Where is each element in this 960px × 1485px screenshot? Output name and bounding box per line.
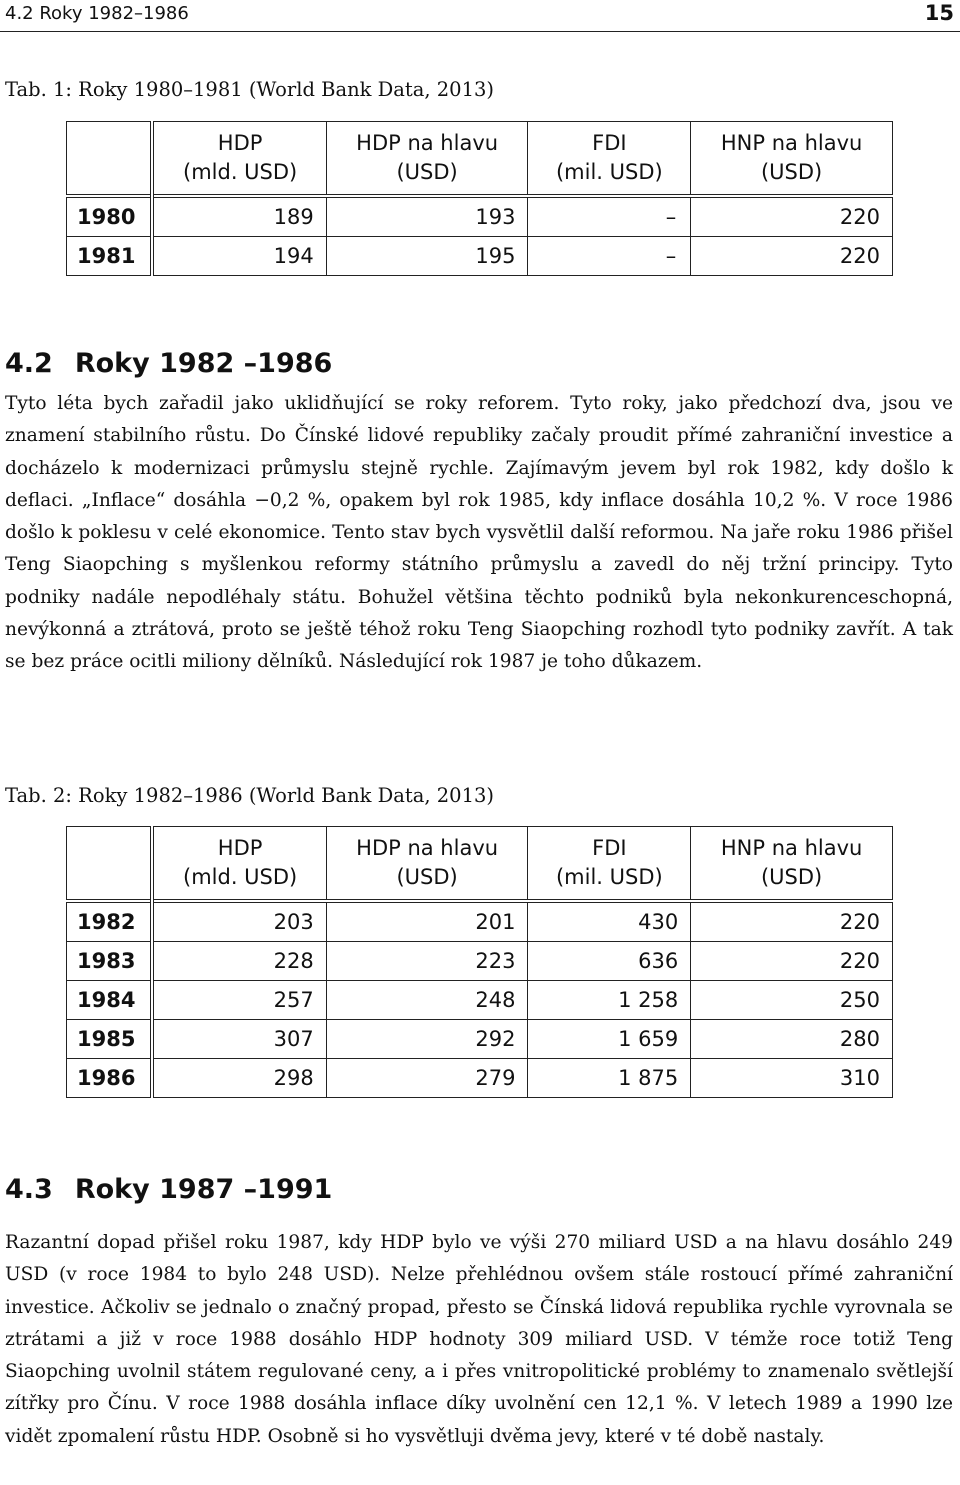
hdp-cell: 189 xyxy=(152,196,326,237)
section-number: 4.3 xyxy=(5,1174,53,1205)
table-row xyxy=(67,1020,893,1059)
hdp-per-capita-cell: 195 xyxy=(326,237,528,276)
table-row xyxy=(67,942,893,981)
year-cell: 1985 xyxy=(67,1020,153,1059)
table-row xyxy=(67,981,893,1020)
section-4-2-paragraph: Tyto léta bych zařadil jako uklidňující se roky reforem. Tyto roky, jako předchozí dva, jsou ve znamení stabilního růstu. Do Čínské lidové republiky začaly proudit přímé zahraniční investice a docházelo k modernizaci průmyslu stejně rychle. Zajímavým jevem byl rok 1982, kdy došlo k deflaci. „Inflace“ dosáhla −0,2 %, opakem byl rok 1985, kdy inflace dosáhla 10,2 %. V roce 1986 došlo k poklesu v celé ekonomice. Tento stav bych vysvětlil další reformou. Na jaře roku 1986 přišel Teng Siaopching s myšlenkou reformy státního průmyslu a zavedl do něj tržní principy. Tyto podniky nadále nepodléhaly státu. Bohužel většina těchto podniků byla nekonkurenceschopná, nevýkonná a ztrátová, proto se ještě téhož roku Teng Siaopching rozhodl tyto podniky zavřít. A tak se bez práce ocitli miliony dělníků. Následující rok 1987 je toho důkazem. xyxy=(5,393,953,673)
hdp-per-capita-cell: 279 xyxy=(326,1059,528,1098)
table-row xyxy=(67,237,893,276)
hnp-per-capita-cell: 310 xyxy=(691,1059,893,1098)
table2-header-hdp-per-capita: HDP na hlavu (USD) xyxy=(326,827,528,902)
table2-caption: Tab. 2: Roky 1982–1986 (World Bank Data, 2013) xyxy=(5,784,495,807)
year-cell: 1986 xyxy=(67,1059,153,1098)
hdp-per-capita-cell: 193 xyxy=(326,196,528,237)
year-cell: 1983 xyxy=(67,942,153,981)
table2-corner-cell xyxy=(67,827,153,902)
table2-header-row xyxy=(67,827,893,902)
hdp-cell: 298 xyxy=(152,1059,326,1098)
hnp-per-capita-cell: 220 xyxy=(691,196,893,237)
running-header-section: 4.2 Roky 1982–1986 xyxy=(5,3,189,24)
hdp-per-capita-cell: 223 xyxy=(326,942,528,981)
table1-header-hnp-per-capita: HNP na hlavu (USD) xyxy=(691,122,893,197)
hnp-per-capita-cell: 280 xyxy=(691,1020,893,1059)
table2-header-hdp: HDP (mld. USD) xyxy=(152,827,326,902)
table1-header-hdp: HDP (mld. USD) xyxy=(152,122,326,197)
header-rule xyxy=(0,31,960,32)
table2-header-fdi: FDI (mil. USD) xyxy=(528,827,691,902)
fdi-cell: 430 xyxy=(528,901,691,942)
table2 xyxy=(66,826,893,1098)
running-header xyxy=(0,0,960,33)
table1-header-fdi: FDI (mil. USD) xyxy=(528,122,691,197)
year-cell: 1980 xyxy=(67,196,153,237)
year-cell: 1984 xyxy=(67,981,153,1020)
hnp-per-capita-cell: 250 xyxy=(691,981,893,1020)
table-row xyxy=(67,196,893,237)
table1-header-hdp-per-capita: HDP na hlavu (USD) xyxy=(326,122,528,197)
hdp-per-capita-cell: 201 xyxy=(326,901,528,942)
year-cell: 1982 xyxy=(67,901,153,942)
section-number: 4.2 xyxy=(5,348,53,379)
section-heading-4-2 xyxy=(5,348,332,379)
hdp-cell: 194 xyxy=(152,237,326,276)
hdp-cell: 203 xyxy=(152,901,326,942)
section-title: Roky 1982 –1986 xyxy=(74,348,333,379)
table-row xyxy=(67,901,893,942)
fdi-cell: 636 xyxy=(528,942,691,981)
year-cell: 1981 xyxy=(67,237,153,276)
table2-header-hnp-per-capita: HNP na hlavu (USD) xyxy=(691,827,893,902)
section-title: Roky 1987 –1991 xyxy=(74,1174,333,1205)
fdi-cell: – xyxy=(528,237,691,276)
hdp-cell: 257 xyxy=(152,981,326,1020)
table1-caption: Tab. 1: Roky 1980–1981 (World Bank Data, 2013) xyxy=(5,78,495,101)
fdi-cell: – xyxy=(528,196,691,237)
hdp-per-capita-cell: 248 xyxy=(326,981,528,1020)
hdp-per-capita-cell: 292 xyxy=(326,1020,528,1059)
table1-header-row xyxy=(67,122,893,197)
table-row xyxy=(67,1059,893,1098)
hnp-per-capita-cell: 220 xyxy=(691,901,893,942)
hnp-per-capita-cell: 220 xyxy=(691,237,893,276)
page-number: 15 xyxy=(924,1,954,25)
fdi-cell: 1 875 xyxy=(528,1059,691,1098)
fdi-cell: 1 258 xyxy=(528,981,691,1020)
hdp-cell: 228 xyxy=(152,942,326,981)
section-4-3-paragraph: Razantní dopad přišel roku 1987, kdy HDP bylo ve výši 270 miliard USD a na hlavu dosáhlo 249 USD (v roce 1984 to bylo 248 USD). Nelze přehlédnou ovšem stále rostoucí přímé zahraniční investice. Ačkoliv se jednalo o značný propad, přesto se Čínská lidová republika rychle vyrovnala se ztrátami a již v roce 1988 dosáhlo HDP hodnoty 309 miliard USD. V témže roce totiž Teng Siaopching uvolnil státem regulované ceny, a i přes vnitropolitické problémy to znamenalo světlejší zítřky pro Čínu. V roce 1988 dosáhla inflace díky uvolnění cen 12,1 %. V letech 1989 a 1990 lze vidět zpomalení růstu HDP. Osobně si ho vysvětluji dvěma jevy, které v té době nastaly. xyxy=(5,1232,953,1447)
hdp-cell: 307 xyxy=(152,1020,326,1059)
hnp-per-capita-cell: 220 xyxy=(691,942,893,981)
table1-corner-cell xyxy=(67,122,153,197)
table1 xyxy=(66,121,893,276)
fdi-cell: 1 659 xyxy=(528,1020,691,1059)
section-heading-4-3 xyxy=(5,1174,332,1205)
